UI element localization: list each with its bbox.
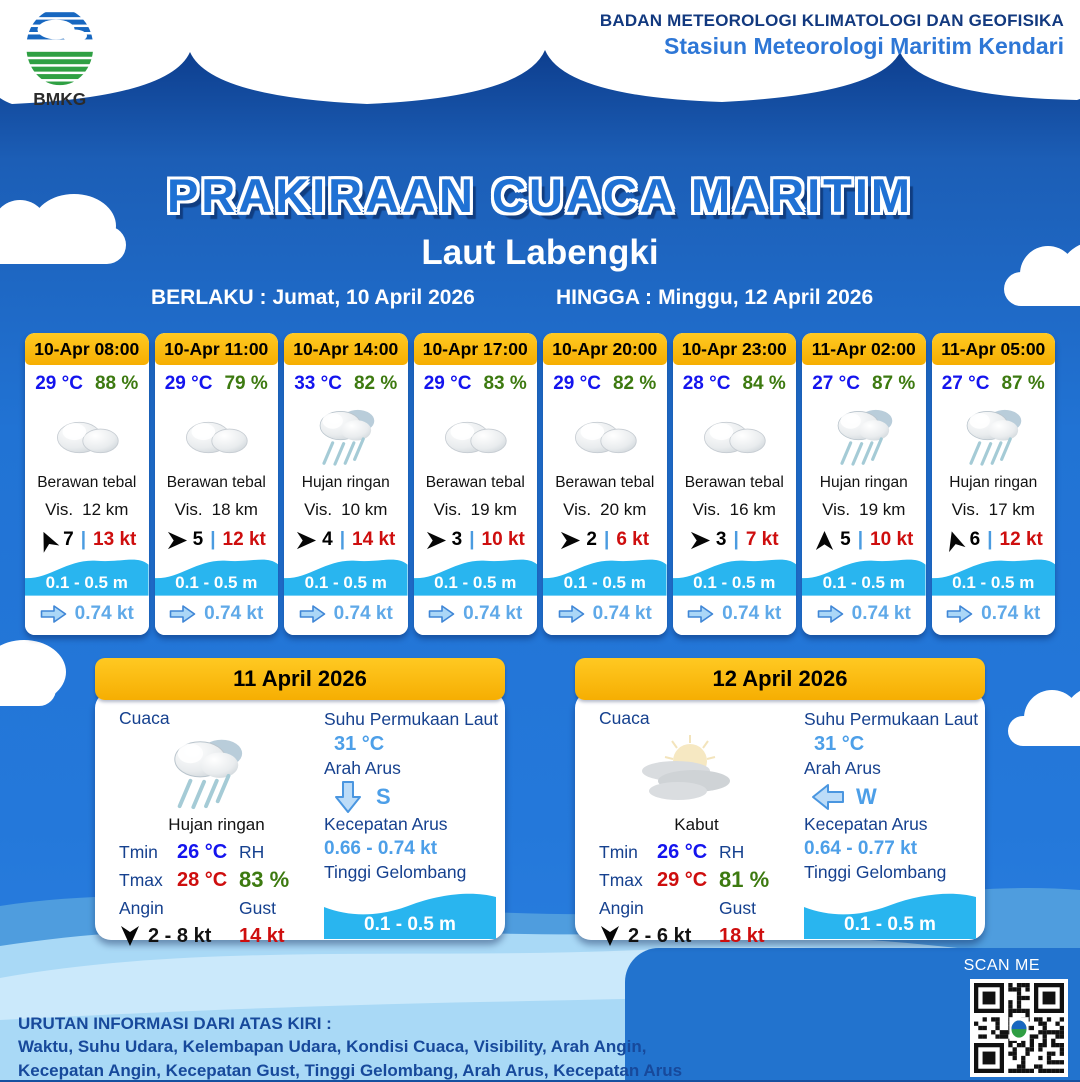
current-direction-label: Arah Arus [804,758,881,778]
wind-gust: 13 kt [93,529,137,551]
wind-divider: | [857,529,864,551]
wave-height-band [155,553,279,596]
forecast-time: 10-Apr 20:00 [543,333,667,365]
wind-speed: 3 [715,529,727,551]
weather-icon [673,395,797,472]
sea-surface-temp-label: Suhu Permukaan Laut [804,709,979,729]
sea-surface-temp-label: Suhu Permukaan Laut [324,709,499,729]
visibility-label: Vis. [692,500,721,520]
wind-speed: 6 [969,529,981,551]
wind-direction-icon [560,530,581,551]
weather-condition: Hujan ringan [949,474,1038,492]
visibility-label: Vis. [433,500,462,520]
humidity: 79 % [224,373,268,394]
footer-line1: Waktu, Suhu Udara, Kelembapan Udara, Kondisi Cuaca, Visibility, Arah Angin, [18,1037,647,1057]
bmkg-logo-text: BMKG [33,89,87,110]
humidity: 87 % [1001,373,1045,394]
current-speed: 0.74 kt [333,603,393,624]
wind-speed: 5 [840,529,851,551]
wind-divider: | [339,529,346,551]
wave-height-label: Tinggi Gelombang [324,862,467,882]
wind-divider: | [987,529,993,551]
weather-condition: Berawan tebal [684,474,784,492]
weather-icon [802,395,926,472]
air-temperature: 29 °C [553,373,601,394]
wind-direction-icon [944,530,965,551]
hingga-value: Minggu, 12 April 2026 [658,286,874,309]
tmax-label: Tmax [119,870,163,890]
berlaku-label: BERLAKU : [151,286,267,309]
current-direction-icon [299,604,326,624]
current-speed-value: 0.64 - 0.77 kt [804,838,918,859]
wind-direction-icon [814,530,835,551]
wind-speed: 3 [451,529,463,551]
visibility-label: Vis. [822,500,851,520]
wave-height-band [932,553,1056,596]
wave-height-band [25,553,149,596]
wave-height: 0.1 - 0.5 m [434,573,517,592]
gust-value: 18 kt [719,925,765,947]
visibility-label: Vis. [563,500,592,520]
wind-gust: 7 kt [745,529,779,551]
wind-direction-icon [690,530,711,551]
daily-card-slot-1 [95,658,505,947]
current-direction-icon [40,604,67,624]
forecast-time: 10-Apr 11:00 [155,333,279,365]
tmin-label: Tmin [599,842,638,862]
wind-gust: 6 kt [616,529,650,551]
cuaca-label: Cuaca [119,708,170,728]
forecast-time: 11-Apr 05:00 [932,333,1056,365]
current-speed: 0.74 kt [722,603,782,624]
footer-line2: Kecepatan Angin, Kecepatan Gust, Tinggi Gelombang, Arah Arus, Kecepatan Arus [18,1060,683,1080]
rh-label: RH [719,842,745,862]
wave-height-value: 0.1 - 0.5 m [844,914,936,935]
wave-height: 0.1 - 0.5 m [304,573,387,592]
wave-height: 0.1 - 0.5 m [175,573,258,592]
wave-height-label: Tinggi Gelombang [804,862,947,882]
wind-gust: 12 kt [999,529,1043,551]
station-name: Stasiun Meteorologi Maritim Kendari [664,33,1064,60]
wave-height: 0.1 - 0.5 m [693,573,776,592]
current-speed: 0.74 kt [981,603,1041,624]
visibility-value: 19 km [470,500,517,520]
forecast-date: 11 April 2026 [95,658,505,700]
hourly-row [25,333,1055,635]
weather-condition: Hujan ringan [301,474,390,492]
current-direction-icon [817,604,844,624]
wind-gust: 14 kt [352,529,396,551]
sea-surface-temp-value: 31 °C [814,733,865,755]
hourly-forecast-card [802,333,926,635]
forecast-time: 10-Apr 14:00 [284,333,408,365]
qr-code [970,979,1068,1077]
wave-height: 0.1 - 0.5 m [952,573,1035,592]
current-speed-label: Kecepatan Arus [804,814,928,834]
wind-range: 2 - 8 kt [148,925,212,947]
daily-card-slot-2 [575,658,985,947]
visibility-label: Vis. [45,500,74,520]
hingga-label: HINGGA : [556,286,653,309]
hourly-forecast-card [932,333,1056,635]
bmkg-logo [20,6,102,110]
weather-icon [119,729,294,813]
forecast-time: 11-Apr 02:00 [802,333,926,365]
cloud-decoration [1008,716,1080,746]
rh-value: 81 % [719,867,770,892]
weather-condition: Berawan tebal [425,474,525,492]
tmax-value: 28 °C [177,869,228,891]
wave-height: 0.1 - 0.5 m [45,573,128,592]
visibility-label: Vis. [304,500,333,520]
tmin-value: 26 °C [657,841,708,863]
current-direction-icon [946,604,973,624]
current-direction-label: Arah Arus [324,758,401,778]
visibility-value: 12 km [82,500,129,520]
current-speed: 0.74 kt [851,603,911,624]
gust-value: 14 kt [239,925,285,947]
weather-icon [543,395,667,472]
current-direction-icon [330,782,366,812]
current-speed: 0.74 kt [463,603,523,624]
scan-me-label: SCAN ME [963,957,1040,974]
current-direction-icon [810,782,846,812]
air-temperature: 29 °C [35,373,83,394]
visibility-value: 17 km [988,500,1035,520]
wind-range: 2 - 6 kt [628,925,692,947]
wind-direction-icon [37,530,58,551]
air-temperature: 29 °C [164,373,213,394]
tmin-value: 26 °C [177,841,228,863]
air-temperature: 27 °C [812,373,860,394]
weather-icon [155,395,279,472]
wave-height-band [284,553,408,596]
wave-height-band [804,887,976,939]
current-speed: 0.74 kt [592,603,652,624]
angin-label: Angin [599,898,644,918]
weather-condition: Hujan ringan [168,815,265,834]
current-speed-label: Kecepatan Arus [324,814,448,834]
humidity: 87 % [871,373,916,394]
footer-heading: URUTAN INFORMASI DARI ATAS KIRI : [18,1014,332,1033]
wave-height-band [802,553,926,596]
wind-divider: | [80,529,87,551]
tmax-value: 29 °C [657,869,708,891]
berlaku-value: Jumat, 10 April 2026 [272,286,475,309]
air-temperature: 29 °C [423,373,472,394]
hourly-forecast-card [673,333,797,635]
weather-icon [284,395,408,472]
wind-gust: 12 kt [222,529,266,551]
air-temperature: 33 °C [294,373,342,394]
weather-condition: Kabut [674,815,719,834]
current-direction-icon [558,604,585,624]
wind-speed: 7 [63,529,74,551]
wave-height: 0.1 - 0.5 m [563,573,646,592]
forecast-time: 10-Apr 23:00 [673,333,797,365]
weather-icon [414,395,538,472]
weather-condition: Berawan tebal [37,474,137,492]
wind-divider: | [733,529,739,551]
daily-forecast-card [575,658,985,947]
area-name: Laut Labengki [421,233,659,272]
wind-direction-icon [119,925,141,947]
angin-label: Angin [119,898,164,918]
weather-condition: Berawan tebal [166,474,266,492]
hourly-forecast-card [155,333,279,635]
wind-direction-icon [426,530,447,551]
wave-height-band [543,553,667,596]
wind-divider: | [469,529,475,551]
wave-height-band [673,553,797,596]
humidity: 84 % [742,373,786,394]
wind-speed: 4 [322,529,333,551]
gust-label: Gust [719,898,756,918]
wind-divider: | [210,529,216,551]
humidity: 88 % [94,373,139,394]
wave-height-band [324,887,496,939]
daily-forecast-card [95,658,505,947]
wind-direction-icon [599,925,621,947]
visibility-value: 18 km [211,500,258,520]
wind-direction-icon [296,530,317,551]
visibility-label: Vis. [174,500,203,520]
wind-speed: 5 [192,529,204,551]
hourly-forecast-card [25,333,149,635]
visibility-value: 16 km [729,500,776,520]
hourly-forecast-card [284,333,408,635]
current-direction-value: W [856,784,877,809]
org-header [600,10,1064,62]
footer-legend [18,1012,682,1082]
forecast-time: 10-Apr 17:00 [414,333,538,365]
wave-height-value: 0.1 - 0.5 m [364,914,456,935]
visibility-value: 20 km [600,500,647,520]
weather-condition: Berawan tebal [555,474,655,492]
weather-icon [25,395,149,472]
hourly-forecast-card [543,333,667,635]
cuaca-label: Cuaca [599,708,650,728]
org-name: BADAN METEOROLOGI KLIMATOLOGI DAN GEOFISIKA [599,11,1064,30]
current-speed-value: 0.66 - 0.74 kt [324,838,438,859]
rh-value: 83 % [239,867,290,892]
weather-icon [932,395,1056,472]
visibility-label: Vis. [951,500,980,520]
gust-label: Gust [239,898,276,918]
sea-surface-temp-value: 31 °C [334,733,385,755]
wave-height: 0.1 - 0.5 m [822,573,905,592]
wind-gust: 10 kt [481,529,525,551]
forecast-time: 10-Apr 08:00 [25,333,149,365]
current-direction-icon [169,604,196,624]
visibility-value: 19 km [859,500,906,520]
scan-panel [625,948,1080,1080]
wind-gust: 10 kt [870,529,914,551]
weather-condition: Hujan ringan [819,474,908,492]
humidity: 82 % [353,373,398,394]
cloud-decoration [0,672,56,706]
hourly-forecast-card [414,333,538,635]
tmax-label: Tmax [599,870,643,890]
forecast-date: 12 April 2026 [575,658,985,700]
rh-label: RH [239,842,265,862]
humidity: 82 % [612,373,657,394]
air-temperature: 28 °C [682,373,731,394]
current-direction-icon [428,604,455,624]
current-speed: 0.74 kt [74,603,134,624]
current-direction-icon [687,604,714,624]
current-direction-value: S [376,784,391,809]
air-temperature: 27 °C [941,373,990,394]
wind-divider: | [604,529,610,551]
wind-speed: 2 [586,529,597,551]
weather-icon [599,729,774,813]
wind-direction-icon [167,530,188,551]
humidity: 83 % [483,373,527,394]
current-speed: 0.74 kt [204,603,264,624]
page-title: PRAKIRAAN CUACA MARITIM [166,169,914,222]
cloud-decoration [1004,272,1080,306]
wave-height-band [414,553,538,596]
tmin-label: Tmin [119,842,158,862]
visibility-value: 10 km [341,500,388,520]
